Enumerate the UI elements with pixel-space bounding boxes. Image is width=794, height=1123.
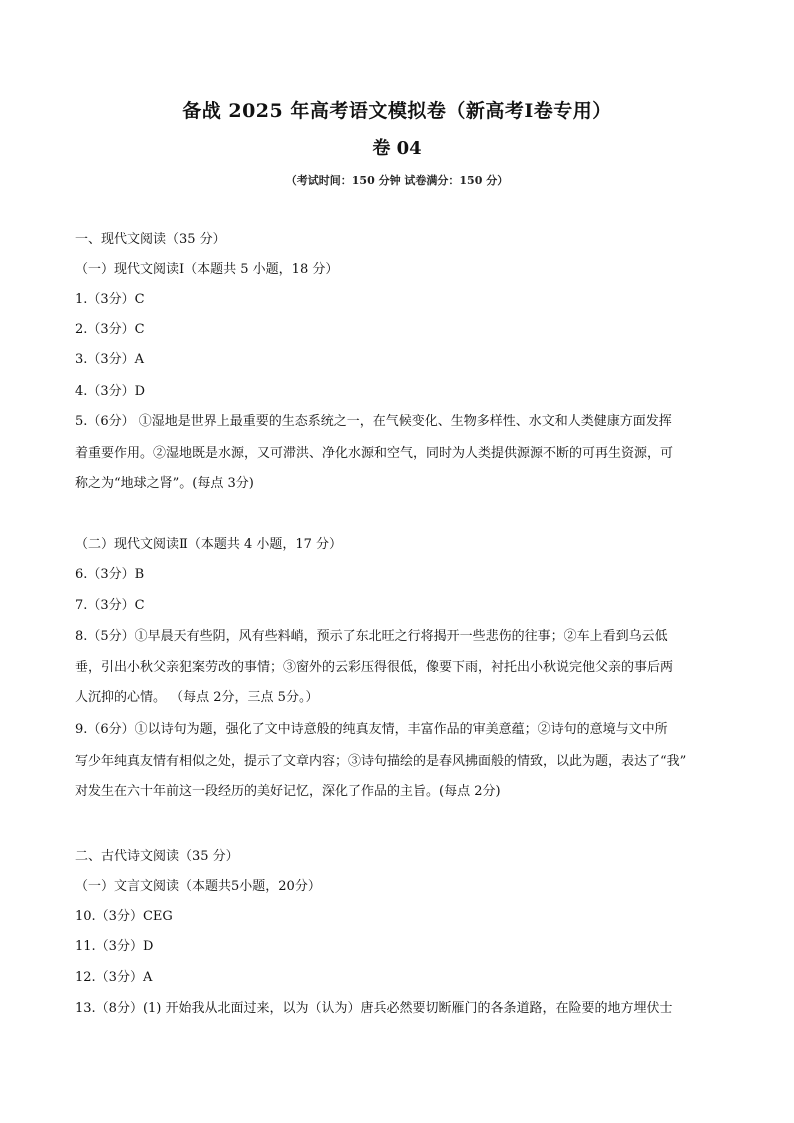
answer-q10: 10.（3分）CEG (75, 909, 173, 924)
answer-q4: 4.（3分）D (75, 384, 146, 399)
answer-q2: 2.（3分）C (75, 322, 145, 337)
section-heading-2: 二、古代诗文阅读（35 分） (75, 849, 239, 864)
answer-q9-line2: 写少年纯真友情有相似之处，提示了文章内容；③诗句描绘的是春风拂面般的情致，以此为题，表达了“我” (75, 754, 687, 769)
document-title: 备战 2025 年高考语文模拟卷（新高考Ⅰ卷专用） (182, 100, 612, 122)
answer-q11: 11.（3分）D (75, 939, 154, 954)
exam-meta: （考试时间：150 分钟 试卷满分：150 分） (285, 174, 509, 187)
answer-q8-line2: 垂，引出小秋父亲犯案劳改的事情；③窗外的云彩压得很低，像要下雨，衬托出小秋说完他父亲的事后两 (75, 660, 674, 675)
subsection-heading-1-2: （二）现代文阅读Ⅱ（本题共 4 小题，17 分） (75, 537, 343, 552)
subsection-heading-1-1: （一）现代文阅读Ⅰ（本题共 5 小题，18 分） (75, 262, 339, 277)
answer-q12: 12.（3分）A (75, 970, 153, 985)
answer-q5-line1: 5.（6分） ①湿地是世界上最重要的生态系统之一，在气候变化、生物多样性、水文和人类健康方面发挥 (75, 414, 672, 429)
answer-q8-line1: 8.（5分）①早晨天有些阴，风有些料峭，预示了东北旺之行将揭开一些悲伤的往事；②车上看到乌云低 (75, 629, 668, 644)
answer-q13-line1: 13.（8分）(1) 开始我从北面过来，以为（认为）唐兵必然要切断雁门的各条道路，在险要的地方埋伏士 (75, 1001, 673, 1016)
answer-q5-line3: 称之为“地球之肾”。(每点 3分) (75, 476, 254, 491)
answer-q5-line2: 着重要作用。②湿地既是水源，又可滞洪、净化水源和空气，同时为人类提供源源不断的可再生资源，可 (75, 446, 674, 461)
section-heading-1: 一、现代文阅读（35 分） (75, 232, 226, 247)
answer-q1: 1.（3分）C (75, 292, 145, 307)
answer-q9-line3: 对发生在六十年前这一段经历的美好记忆，深化了作品的主旨。(每点 2分) (75, 784, 501, 799)
answer-q6: 6.（3分）B (75, 567, 145, 582)
answer-q9-line1: 9.（6分）①以诗句为题，强化了文中诗意般的纯真友情，丰富作品的审美意蕴；②诗句的意境与文中所 (75, 722, 668, 737)
answer-q3: 3.（3分）A (75, 352, 145, 367)
document-subtitle: 卷 04 (372, 138, 422, 159)
answer-q8-line3: 人沉抑的心情。 （每点 2分，三点 5分。） (75, 690, 319, 705)
answer-q7: 7.（3分）C (75, 598, 145, 613)
subsection-heading-2-1: （一）文言文阅读（本题共5小题，20分） (75, 879, 321, 894)
